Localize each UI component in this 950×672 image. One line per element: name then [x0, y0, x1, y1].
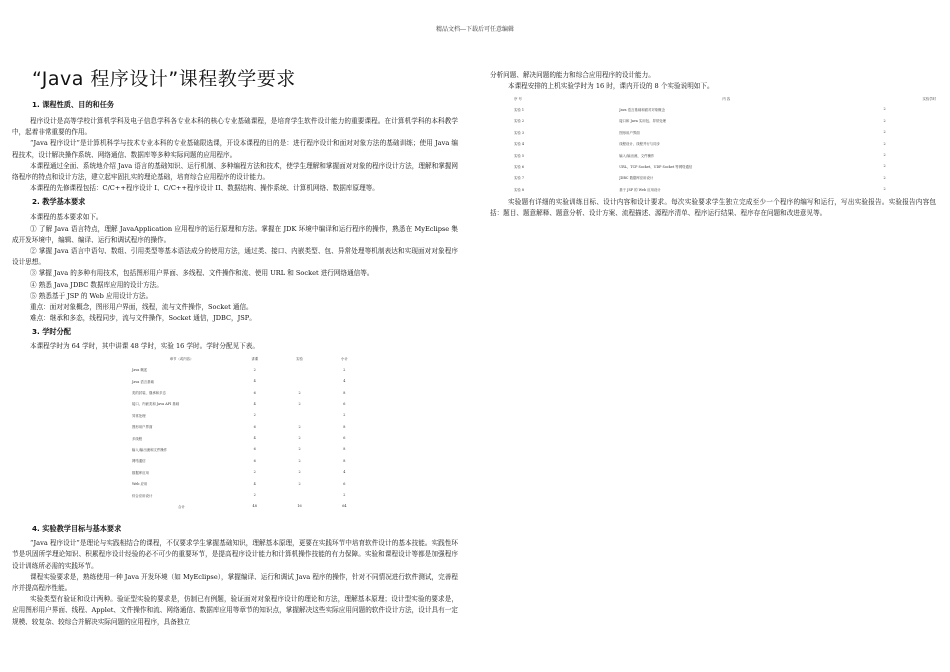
- table-cell: 线程设计、线程并行与同步: [619, 142, 660, 147]
- table-cell: 6: [343, 436, 346, 441]
- section-2-intro: 本课程的基本要求如下。: [30, 213, 103, 222]
- table-row: [508, 138, 936, 149]
- table-row: [132, 467, 368, 478]
- table-cell: 异常处理: [132, 413, 146, 418]
- table-cell: 2: [253, 470, 256, 475]
- table-cell: 实验 1: [514, 107, 525, 112]
- table-cell: 4: [253, 379, 256, 384]
- table-cell: Java 概述: [132, 368, 148, 373]
- table-cell: 输入/输出流和文件操作: [132, 447, 168, 452]
- table-cell: 接口和 Java 实用包、异常处理: [619, 119, 667, 124]
- section-4-heading: 4. 实验教学目标与基本要求: [32, 524, 122, 534]
- requirement-item-2: ② 掌握 Java 语言中语句、数组、引用类型等基本语法成分的使用方法，通过类、接口、内嵌类型、包、异常处理等机制表达和实现面对对象程序设计思想。: [12, 247, 458, 267]
- hours-col-subtotal: 小计: [341, 356, 348, 361]
- experiment-report-paragraph: 实验题有详细的实验训练目标、设计内容和设计要求。每次实验要求学生独立完成至少一个程序的编写和运行，写出实验报告。实验报告内容包括：题目、题意解释、题意分析、设计方案、流程描述、源程序清单、程序运行结果、程序存在问题和改进意见等。: [490, 197, 936, 218]
- table-cell: 综合应用设计: [132, 493, 153, 498]
- table-row: [508, 161, 936, 172]
- table-cell: 基于 JSP 的 Web 应用设计: [619, 187, 661, 192]
- table-cell: 6: [343, 401, 346, 406]
- table-cell: 实验 7: [514, 176, 525, 181]
- table-cell: 2: [883, 107, 886, 112]
- section-3-intro: 本课程学时为 64 学时，其中讲课 48 学时，实验 16 学时。学时分配见下表。: [30, 342, 259, 351]
- table-cell: 4: [253, 401, 256, 406]
- section-1-paragraph-3: 本课程通过全面、系统地介绍 Java 语言的基础知识、运行机制、多种编程方法和技术，使学生理解和掌握面对对象的程序设计方法，理解和掌握网络程序的特点和设计方法，建立起牢固扎实的理论基础，培育综合应用程序的设计能力。: [12, 161, 458, 182]
- table-cell: 2: [298, 458, 301, 463]
- table-cell: 接口、内嵌类和 Java API 基础: [132, 402, 180, 407]
- section-1-paragraph-4: 本课程的先修课程包括：C/C++程序设计 I、C/C++程序设计 II、数据结构、操作系统、计算机网络、数据库原理等。: [30, 184, 379, 193]
- table-cell: URL、TCP Socket、UDP Socket 等网络通信: [619, 164, 693, 169]
- requirement-item-1: ① 了解 Java 语言特点，理解 JavaApplication 应用程序的运行原理和方法。掌握在 JDK 环境中编译和运行程序的操作，熟悉在 MyEclipse 集成开发环境中，编辑、编译、运行和调试程序的操作。: [12, 224, 458, 244]
- table-cell: 实验 6: [514, 164, 525, 169]
- table-row: [132, 444, 368, 455]
- table-cell: 2: [253, 493, 256, 498]
- table-cell: 2: [298, 447, 301, 452]
- table-row: [132, 364, 368, 375]
- table-cell: 6: [253, 424, 256, 429]
- table-cell: [278, 364, 320, 375]
- experiment-intro: 本课程安排的上机实验学时为 16 时，课内开设的 8 个实验说明如下。: [508, 82, 714, 91]
- table-cell: 网络通信: [132, 459, 146, 464]
- page-header-note: 精品文档---下载后可任意编辑: [435, 26, 515, 33]
- right-continuation-text: 分析问题、解决问题的能力和综合应用程序的设计能力。: [490, 71, 655, 79]
- section-2-heading: 2. 教学基本要求: [32, 197, 86, 207]
- table-cell: 2: [883, 153, 886, 158]
- section-3-heading: 3. 学时分配: [32, 327, 71, 337]
- table-cell: 2: [343, 367, 346, 372]
- table-row: [132, 489, 368, 500]
- table-row: [508, 184, 936, 195]
- table-cell: 48: [252, 504, 257, 509]
- table-cell: 4: [253, 481, 256, 486]
- table-row: [508, 115, 936, 126]
- table-cell: 2: [253, 413, 256, 418]
- document-title: “Java 程序设计”课程教学要求: [32, 68, 296, 90]
- table-cell: 2: [883, 141, 886, 146]
- table-cell: Java 语言基础: [132, 379, 154, 384]
- table-cell: 4: [253, 436, 256, 441]
- table-cell: 6: [343, 481, 346, 486]
- table-cell: 合计: [178, 504, 185, 509]
- experiment-table: [508, 92, 936, 195]
- table-cell: 2: [298, 390, 301, 395]
- table-cell: 8: [343, 447, 346, 452]
- section-4-paragraph-1: “Java 程序设计”是理论与实践相结合的课程，不仅要求学生掌握基础知识，理解基本原理，更要在实践环节中培育软件设计的基本技能。实践性环节是巩固所学理论知识、积累程序设计经验的必不可少的重要环节，是提高程序设计能力和计算机操作技能的有力保障。实验和课程设计等都是加强程序设计训练所必需的实践环节。: [12, 539, 458, 570]
- table-cell: [278, 410, 320, 421]
- table-cell: 4: [343, 470, 346, 475]
- table-cell: Web 应用: [132, 482, 148, 487]
- table-cell: 4: [343, 379, 346, 384]
- table-cell: [278, 489, 320, 500]
- table-cell: 实验 5: [514, 153, 525, 158]
- table-cell: 2: [298, 401, 301, 406]
- section-1-heading: 1. 课程性质、目的和任务: [32, 100, 115, 109]
- table-cell: 2: [298, 424, 301, 429]
- table-row: [508, 149, 936, 160]
- table-cell: 2: [883, 164, 886, 169]
- table-row: [132, 410, 368, 421]
- table-row: [508, 104, 936, 115]
- hours-table: [132, 353, 368, 512]
- table-cell: 2: [343, 413, 346, 418]
- table-cell: 8: [343, 424, 346, 429]
- requirement-item-4: ④ 熟悉 Java JDBC 数据库应用的设计方法。: [30, 280, 163, 289]
- table-cell: 实验 4: [514, 142, 525, 147]
- table-cell: 2: [883, 130, 886, 135]
- requirement-item-5: ⑤ 熟悉基于 JSP 的 Web 应用设计方法。: [30, 291, 153, 300]
- table-cell: 实验 8: [514, 187, 525, 192]
- hours-table-total-row: [132, 501, 368, 512]
- hours-col-lecture: 讲课: [251, 356, 259, 361]
- section-1-paragraph-1: 程序设计是高等学校计算机学科及电子信息学科各专业本科的核心专业基础课程，是培育学生软件设计能力的重要课程。在计算机学科的本科教学中，起着非常重要的作用。: [12, 117, 458, 137]
- table-cell: 2: [883, 187, 886, 192]
- table-cell: 6: [253, 390, 256, 395]
- table-row: [132, 375, 368, 386]
- table-cell: Java 语言基础和面对对象概念: [619, 107, 665, 112]
- table-cell: 实验 3: [514, 130, 525, 135]
- table-row: [132, 432, 368, 443]
- exp-col-content: 内 容: [722, 96, 731, 101]
- key-points: 重点：面对对象概念，图形用户界面，线程，流与文件操作，Socket 通信。: [30, 303, 253, 312]
- table-cell: 2: [883, 118, 886, 123]
- hours-col-lab: 实验: [296, 356, 303, 361]
- table-cell: 64: [342, 504, 347, 509]
- table-row: [132, 387, 368, 398]
- table-cell: 类的封装、继承和多态: [132, 391, 166, 396]
- experiment-table-header-row: [508, 92, 936, 103]
- table-cell: 16: [297, 504, 302, 509]
- table-cell: 8: [343, 458, 346, 463]
- table-cell: [278, 375, 320, 386]
- exp-col-hours: 实验学时: [922, 96, 936, 101]
- table-cell: 2: [883, 175, 886, 180]
- table-cell: 2: [298, 470, 301, 475]
- hours-col-chapter: 章节（或内容）: [169, 356, 194, 361]
- table-cell: 6: [253, 447, 256, 452]
- table-cell: 2: [298, 481, 301, 486]
- table-cell: 2: [253, 367, 256, 372]
- table-cell: 6: [253, 458, 256, 463]
- requirement-item-3: ③ 掌握 Java 的多种有用技术，包括图形用户界面、多线程、文件操作和流、使用 URL 和 Socket 进行网络通信等。: [30, 269, 374, 278]
- hours-table-header-row: [132, 353, 368, 364]
- table-row: [132, 455, 368, 466]
- table-cell: 2: [343, 493, 346, 498]
- table-cell: 输入/输出流、文件操作: [619, 153, 655, 158]
- table-cell: 8: [343, 390, 346, 395]
- table-cell: 2: [298, 436, 301, 441]
- table-cell: 多线程: [132, 436, 143, 441]
- table-row: [508, 127, 936, 138]
- table-row: [132, 421, 368, 432]
- exp-col-number: 序 号: [514, 96, 522, 101]
- left-column: [12, 64, 458, 628]
- table-row: [508, 172, 936, 183]
- table-cell: JDBC 数据库应用设计: [619, 176, 654, 181]
- table-row: [132, 478, 368, 489]
- table-cell: 数据库应用: [132, 470, 149, 475]
- difficulties: 难点：继承和多态，线程同步，流与文件操作，Socket 通信，JDBC，JSP。: [30, 314, 256, 323]
- section-1-paragraph-2: “Java 程序设计”是计算机科学与技术专业本科的专业基础限选课，开设本课程的目的是：进行程序设计和面对对象方法的基础训练；使用 Java 编程技术，设计解决操作系统、网络通信、数据库等多种实际问题的应用程序。: [12, 139, 458, 159]
- table-row: [132, 398, 368, 409]
- section-4-paragraph-3: 实验类型有验证和设计两种。验证型实验的要求是，仿制已有例题，验证面对对象程序设计的理论和方法，理解基本原理；设计型实验的要求是，应用图形用户界面、线程、Applet、文件操作和流、网络通信、数据库应用等章节的知识点，掌握解决这些实际应用问题的软件设计方法，设计具有一定规模、较复杂、较综合并解决实际问题的应用程序，具备独立: [12, 595, 458, 626]
- table-cell: 图形用户界面: [619, 130, 640, 135]
- table-cell: 实验 2: [514, 119, 525, 124]
- right-column: [490, 70, 936, 219]
- section-4-paragraph-2: 课程实验要求是，熟练使用一种 Java 开发环境（如 MyEclipse），掌握编译、运行和调试 Java 程序的操作，针对不同情况进行软件测试，完善程序并提高程序性能。: [12, 572, 458, 592]
- table-cell: 图形用户界面: [132, 425, 153, 430]
